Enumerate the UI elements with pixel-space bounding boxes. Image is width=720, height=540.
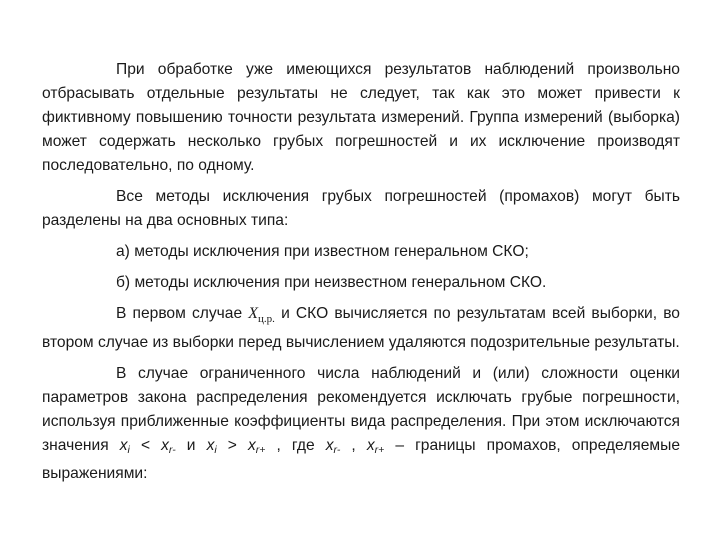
p6-where: , где — [265, 437, 326, 454]
list-item-b: б) методы исключения при неизвестном генеральном СКО. — [116, 274, 547, 291]
p6-and: и — [175, 437, 207, 454]
var-xr4: x — [366, 437, 375, 454]
p5-text-after: и СКО вычисляется по результатам всей выборки, во втором случае из выборки перед вычислением удаляются подозрительные результаты. — [42, 305, 680, 351]
var-xr1: x — [161, 437, 169, 454]
p6-text-1: В случае ограниченного числа наблюдений и (или) сложности оценки параметров закона распределения рекомендуется исключать грубые погрешности, используя приближенные коэффициенты вида распределения. При этом исключаются значения — [42, 365, 680, 454]
var-r-minus-2: r- — [333, 444, 341, 456]
paragraph-1: При обработке уже имеющихся результатов наблюдений произвольно отбрасывать отдельные результаты не следует, так как это может привести к фиктивному повышению точности результата измерений. Группа измерений (выборка) может содержать несколько грубых погрешностей и их исключение производят последовательно, по одному. — [42, 61, 680, 174]
var-r-plus-1: r+ — [255, 444, 266, 456]
paragraph-5 — [42, 302, 680, 355]
var-x2: x — [206, 437, 215, 454]
formula-x-center — [248, 305, 275, 325]
var-xr2: x — [247, 437, 256, 454]
paragraph-6 — [42, 362, 680, 486]
op-gt: > — [216, 437, 248, 454]
var-r-minus-1: r- — [168, 444, 176, 456]
p5-text-before: В первом случае — [116, 305, 249, 322]
paragraph-2: Все методы исключения грубых погрешностей (промахов) могут быть разделены на два основных типа: — [42, 188, 680, 229]
var-r-plus-2: r+ — [374, 444, 385, 456]
formula-x-base: X — [248, 305, 259, 322]
var-i2: i — [214, 444, 217, 456]
var-i1: i — [127, 444, 130, 456]
op-lt: < — [129, 437, 162, 454]
document-body — [42, 58, 680, 486]
var-x1: x — [119, 437, 128, 454]
var-xr3: x — [325, 437, 334, 454]
list-item-a: а) методы исключения при известном генеральном СКО; — [116, 243, 529, 260]
p6-tail: – границы промахов, определяемые выражениями: — [42, 437, 680, 482]
formula-x-subscript: ц.р. — [258, 313, 275, 325]
p6-comma: , — [340, 437, 367, 454]
